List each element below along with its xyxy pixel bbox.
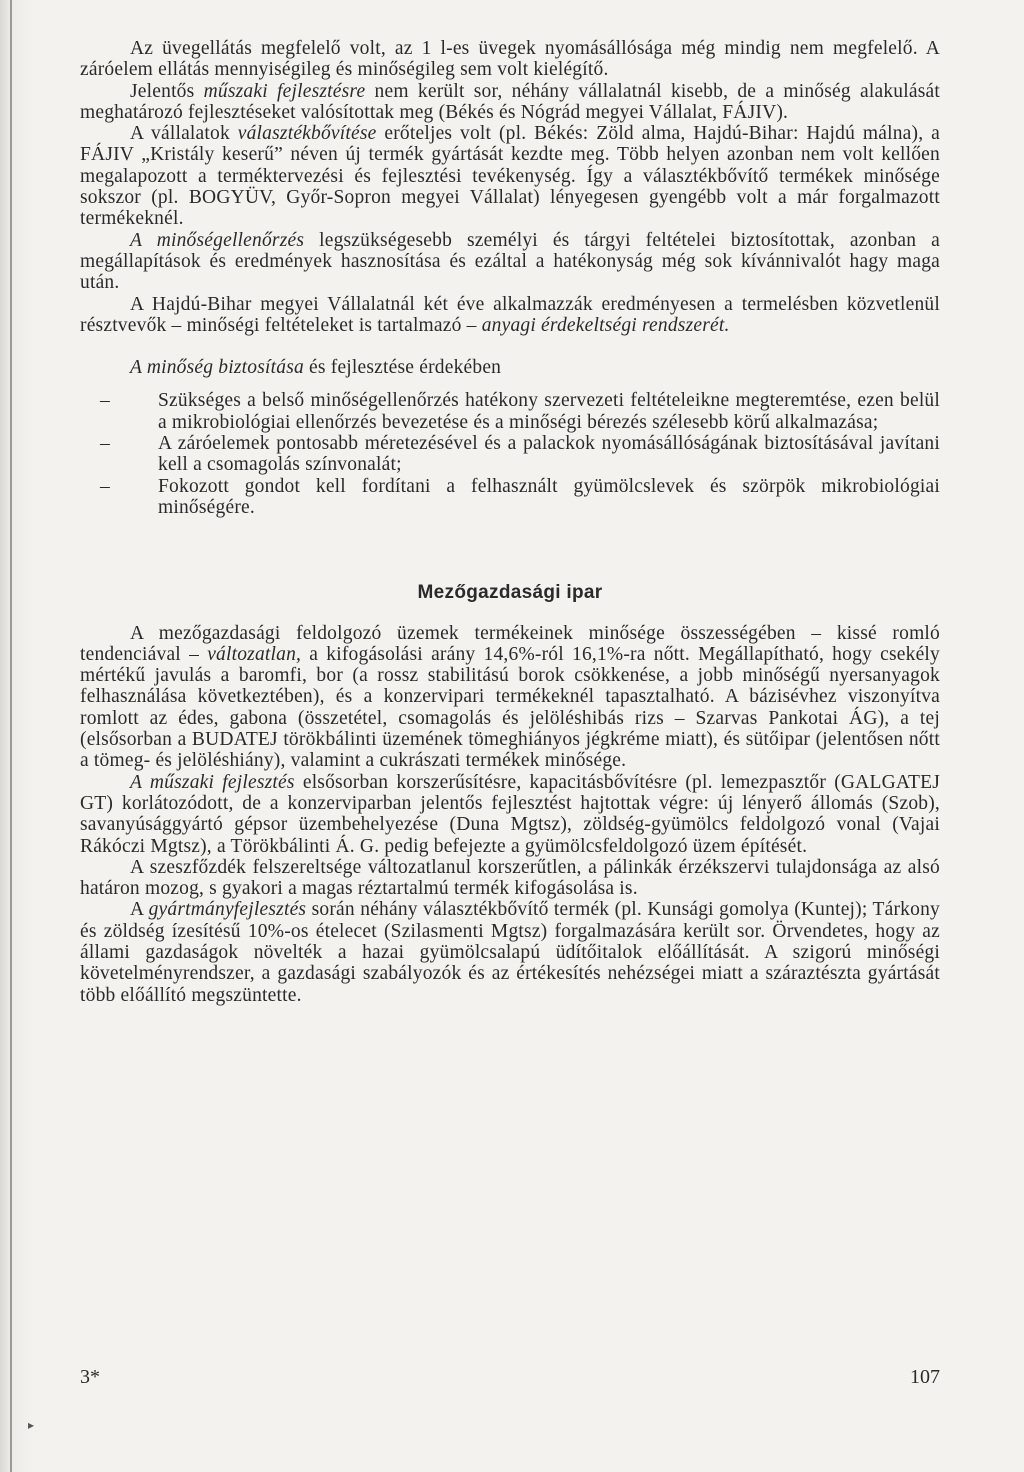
italic-term: A minőségellenőrzés: [130, 229, 305, 251]
italic-term: gyártmányfejlesztés: [148, 899, 307, 921]
paragraph-quality-control: A minőségellenőrzés legszükségesebb személyi és tárgyi feltételei biztosítottak, azonban a megállapítások és eredmények hasznosítása és ezáltal a hatékonyság még sok kívánnivalót hagy maga után.: [80, 229, 940, 294]
scan-binding-line: [10, 0, 12, 1472]
recommendation-list: [80, 390, 940, 518]
italic-term: választékbővítése: [237, 123, 377, 145]
page-number: 107: [910, 1366, 940, 1388]
dash-bullet: –: [100, 433, 110, 455]
list-item: – Fokozott gondot kell fordítani a felhasznált gyümölcslevek és szörpök mikrobiológiai minőségére.: [100, 475, 940, 518]
paragraph-technical-development: Jelentős műszaki fejlesztésre nem került sor, néhány vállalatnál kisebb, de a minőség alakulását meghatározó fejlesztéseket valósítottak meg (Békés és Nógrád megyei Vállalat, FÁJIV).: [80, 80, 940, 123]
page-text: [80, 38, 940, 1006]
italic-term: A műszaki fejlesztés: [130, 771, 295, 793]
dash-bullet: –: [100, 390, 110, 412]
signature-mark: 3*: [80, 1366, 100, 1388]
scan-edge: [0, 0, 34, 1472]
paragraph-quality-assurance-intro: A minőség biztosítása és fejlesztése érdekében: [130, 357, 502, 379]
section-heading: Mezőgazdasági ipar: [417, 582, 603, 604]
italic-term: anyagi érdekeltségi rendszerét.: [481, 314, 730, 336]
list-item: – A záróelemek pontosabb méretezésével és a palackok nyomásállóságának biztosításával javítani kell a csomagolás színvonalát;: [100, 433, 940, 476]
italic-term: műszaki fejlesztésre: [203, 80, 366, 102]
dash-bullet: –: [100, 475, 110, 497]
italic-term: változatlan,: [207, 643, 302, 665]
paragraph-distilleries: A szeszfőzdék felszereltsége változatlanul korszerűtlen, a pálinkák érzékszervi tulajdonsága az alsó határon mozog, s gyakori a magas réztartalmú termék kifogásolása is.: [80, 856, 940, 900]
paragraph-incentive-system: A Hajdú-Bihar megyei Vállalatnál két éve alkalmazzák eredményesen a termelésben közvetlenül résztvevők – minőségi feltételeket is tartalmazó – anyagi érdekeltségi rendszerét.: [80, 293, 940, 336]
paragraph-agricultural-quality: A mezőgazdasági feldolgozó üzemek termékeinek minősége összességében – kissé romló tendenciával – változatlan, a kifogásolási arány 14,6%-ról 16,1%-ra nőtt. Megállapítható, hogy csekély mértékű javulás a baromfi, bor (a rossz stabilitású borok csökkenése, a jobb minőségű nyersanyagok felhasználása következtében), és a konzervipari termékeknél tapasztalható. A bázisévhez viszonyítva romlott az édes, gabona (összetétel, csomagolás és jelöléshibás rizs – Szarvas Pankotai ÁG), a tej (elsősorban a BUDATEJ törökbálinti üzemének tömeghiányos jégkréme miatt), és sütőipar (jelentősen nőtt a tömeg- és jelöléshiány), valamint a cukrászati termékek minősége.: [80, 622, 940, 772]
italic-term: A minőség biztosítása: [130, 357, 304, 379]
list-item: – Szükséges a belső minőségellenőrzés hatékony szervezeti feltételeikne megteremtése, ezen belül a mikrobiológiai ellenőrzés bevezetése és a minőségi bérezés szélesebb körű alkalmazása;: [100, 390, 940, 433]
paragraph-assortment-expansion: A vállalatok választékbővítése erőteljes volt (pl. Békés: Zöld alma, Hajdú-Bihar: Hajdú málna), a FÁJIV „Kristály keserű” néven új termék gyártását kezdte meg. Több helyen azonban nem volt kellően megalapozott a terméktervezési és fejlesztési tevékenység. Így a választékbővítő termékek minősége sokszor (pl. BOGYÜV, Győr-Sopron megyei Vállalat) lényegesen gyengébb volt a már forgalmazott termékeknél.: [80, 123, 940, 230]
paragraph-glass-supply: Az üvegellátás megfelelő volt, az 1 l-es üvegek nyomásállósága még mindig nem megfelelő. A záróelem ellátás mennyiségileg és minőségileg sem volt kielégítő.: [80, 38, 940, 81]
paragraph-product-development: A gyártmányfejlesztés során néhány választékbővítő termék (pl. Kunsági gomolya (Kuntej); Tárkony és zöldség ízesítésű 10%-os ételecet (Szilasmenti Mgtsz) forgalmazására került sor. Örvendetes, hogy az állami gazdaságok növelték a hazai gyümölcsalapú üdítőitalok előállítását. A szigorú minőségi követelményrendszer, a gazdasági szabályozók és az értékesítés nehézségei miatt a száraztészta gyártását több előállító megszüntette.: [80, 899, 940, 1006]
paragraph-agricultural-technical: A műszaki fejlesztés elsősorban korszerűsítésre, kapacitásbővítésre (pl. lemezpasztőr (GALGATEJ GT) korlátozódott, de a konzerviparban jelentős fejlesztést hajtottak végre: új lényerő állomás (Szob), savanyúsággyártó gépsor üzembehelyezése (Duna Mgtsz), zöldség-gyümölcs feldolgozó vonal (Vajai Rákóczi Mgtsz), a Törökbálinti Á. G. pedig befejezte a gyümölcsfeldolgozó üzem építését.: [80, 771, 940, 857]
edge-arrow-mark: ▸: [28, 1418, 35, 1432]
